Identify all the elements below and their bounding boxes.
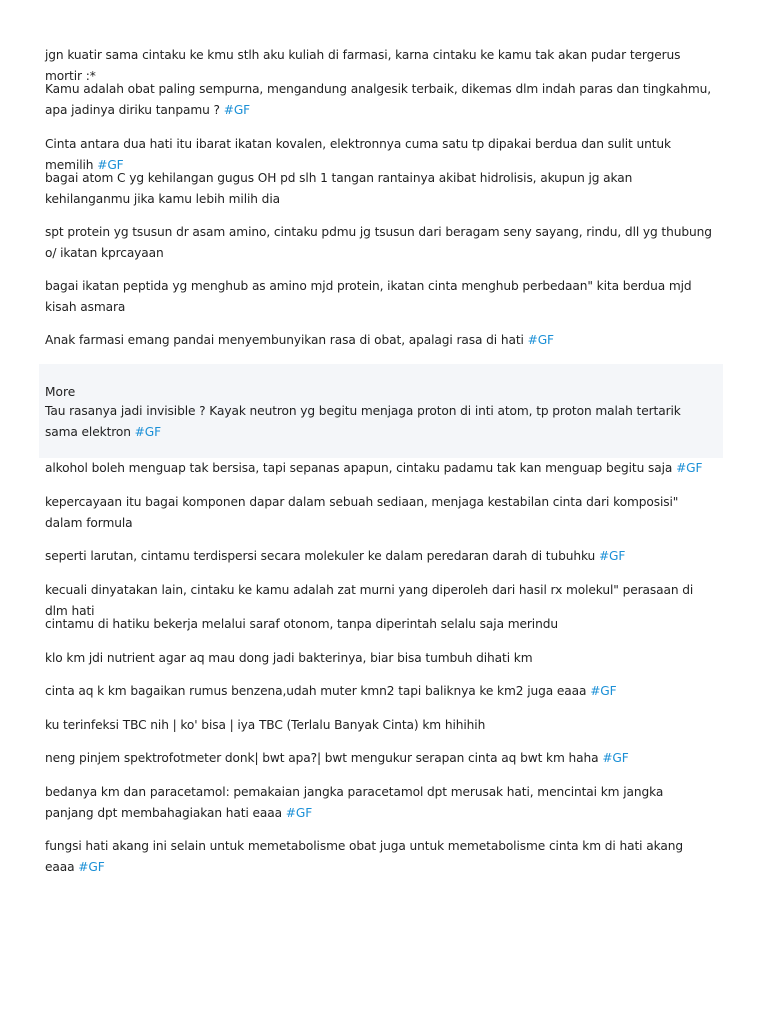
post-text: jgn kuatir sama cintaku ke kmu stlh aku kuliah di farmasi, karna cintaku ke kamu tak akan pudar tergerus mortir :* — [45, 48, 681, 83]
hashtag-link[interactable]: #GF — [223, 102, 251, 117]
post-10 — [45, 546, 715, 567]
post-12 — [45, 614, 715, 635]
more-link[interactable]: More — [45, 385, 76, 399]
hashtag-link[interactable]: #GF — [97, 157, 124, 172]
post-9 — [45, 492, 715, 533]
post-18 — [45, 836, 715, 877]
post-text: bagai atom C yg kehilangan gugus OH pd slh 1 tangan rantainya akibat hidrolisis, akupun jg akan kehilanganmu jika kamu lebih milih dia — [45, 171, 633, 206]
post-8 — [45, 458, 715, 479]
post-17 — [45, 782, 715, 823]
post-text: neng pinjem spektrofotmeter donk| bwt apa?| bwt mengukur serapan cinta aq bwt km haha — [45, 751, 603, 765]
post-text: cinta aq k km bagaikan rumus benzena,udah muter kmn2 tapi baliknya ke km2 juga eaaa — [45, 684, 591, 698]
post-text: Tau rasanya jadi invisible ? Kayak neutron yg begitu menjaga proton di inti atom, tp proton malah tertarik sama elektron — [45, 404, 681, 439]
post-text: kepercayaan itu bagai komponen dapar dalam sebuah sediaan, menjaga kestabilan cinta dari komposisi" dalam formula — [45, 495, 679, 530]
post-16 — [45, 748, 715, 769]
hashtag-link[interactable]: #GF — [602, 751, 629, 765]
hashtag-link[interactable]: #GF — [78, 859, 105, 874]
post-text: Kamu adalah obat paling sempurna, mengandung analgesik terbaik, dikemas dlm indah paras dan tingkahmu, apa jadinya diriku tanpamu ? — [45, 82, 712, 117]
post-text: seperti larutan, cintamu terdispersi secara molekuler ke dalam peredaran darah di tubuhku — [45, 549, 599, 563]
hashtag-link[interactable]: #GF — [598, 549, 626, 563]
post-text: klo km jdi nutrient agar aq mau dong jadi bakterinya, biar bisa tumbuh dihati km — [45, 651, 533, 665]
post-6 — [45, 276, 715, 317]
post-text: alkohol boleh menguap tak bersisa, tapi sepanas apapun, cintaku padamu tak kan menguap begitu saja — [45, 461, 677, 475]
post-13 — [45, 648, 715, 669]
post-text: ku terinfeksi TBC nih | ko' bisa | iya TBC (Terlalu Banyak Cinta) km hihihih — [45, 718, 486, 732]
hashtag-link[interactable]: #GF — [676, 461, 703, 475]
post-more — [45, 401, 715, 442]
post-4 — [45, 168, 715, 209]
post-text: spt protein yg tsusun dr asam amino, cintaku pdmu jg tsusun dari beragam seny sayang, rindu, dll yg thubung o/ ikatan kprcayaan — [45, 225, 712, 260]
post-text: bedanya km dan paracetamol: pemakaian jangka paracetamol dpt merusak hati, mencintai km jangka panjang dpt membahagiakan hati eaaa — [45, 785, 664, 820]
post-text: Cinta antara dua hati itu ibarat ikatan kovalen, elektronnya cuma satu tp dipakai berdua dan sulit untuk memilih — [45, 137, 672, 172]
post-7 — [45, 330, 715, 351]
post-15 — [45, 715, 715, 736]
hashtag-link[interactable]: #GF — [590, 684, 617, 698]
post-14 — [45, 681, 715, 702]
post-text: cintamu di hatiku bekerja melalui saraf otonom, tanpa diperintah selalu saja merindu — [45, 617, 558, 631]
post-text: bagai ikatan peptida yg menghub as amino mjd protein, ikatan cinta menghub perbedaan" kita berdua mjd kisah asmara — [45, 279, 692, 314]
post-2 — [45, 79, 715, 120]
hashtag-link[interactable]: #GF — [285, 805, 313, 820]
post-5 — [45, 222, 715, 263]
hashtag-link[interactable]: #GF — [134, 424, 162, 439]
post-text: kecuali dinyatakan lain, cintaku ke kamu adalah zat murni yang diperoleh dari hasil rx molekul" perasaan di dlm hati — [45, 583, 694, 618]
post-text: Anak farmasi emang pandai menyembunyikan rasa di obat, apalagi rasa di hati — [45, 333, 528, 347]
hashtag-link[interactable]: #GF — [527, 333, 554, 347]
post-text: fungsi hati akang ini selain untuk memetabolisme obat juga untuk memetabolisme cinta km di hati akang eaaa — [45, 839, 683, 874]
